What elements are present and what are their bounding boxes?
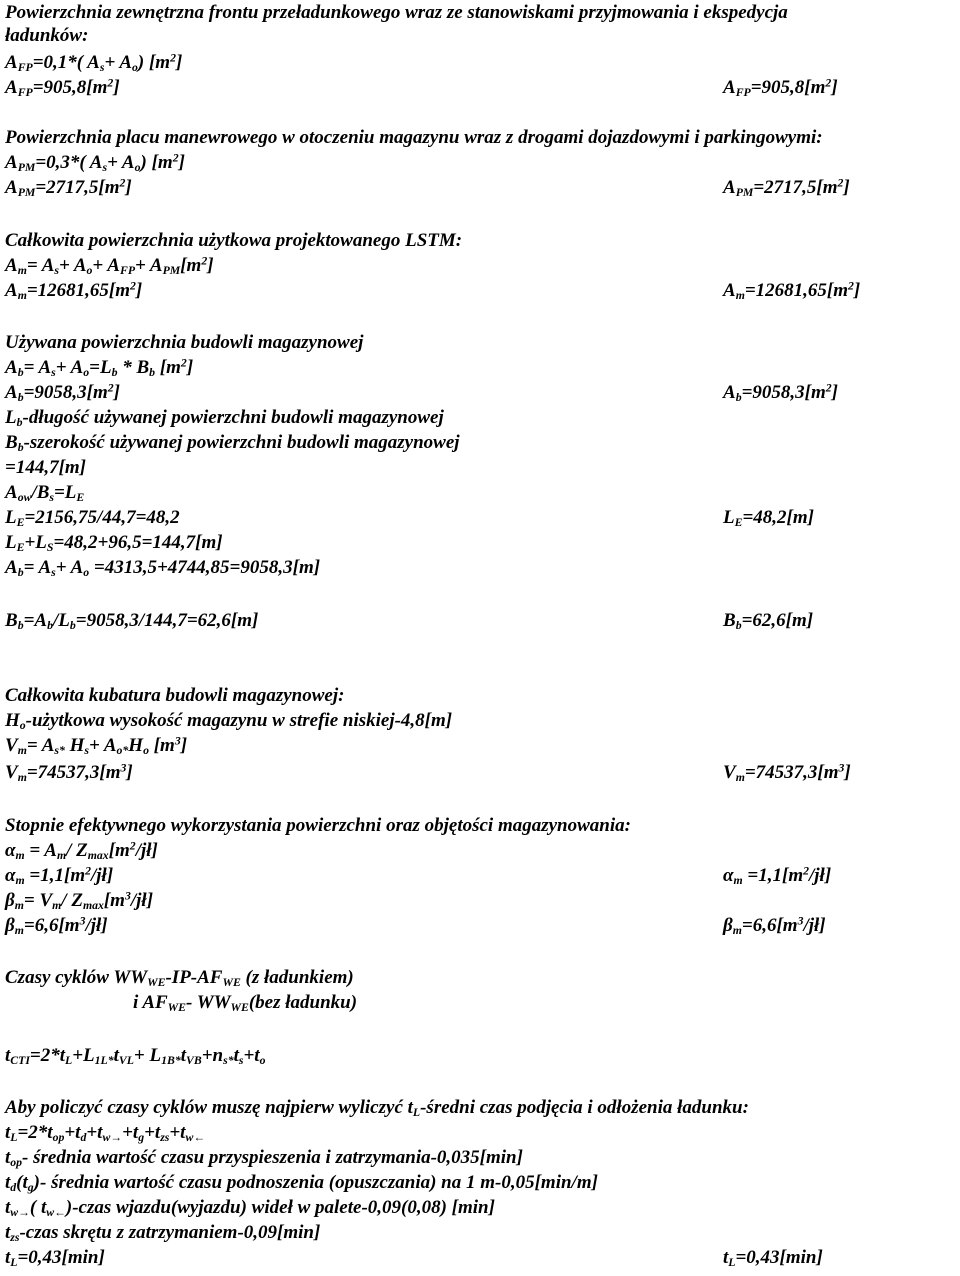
definition-ho: $H_o$-użytkowa wysokość magazynu w strefie niskiej-4,8[m] <box>5 710 453 732</box>
result-am: $A_m=12681,65[m^2]$ <box>5 279 143 302</box>
formula-afp: $A_{FP}=0,1*$( $A_s+ A_o$) $[m^2]$ <box>5 51 183 74</box>
result-am-right: $A_m=12681,65[m^2]$ <box>723 279 861 302</box>
result-apm-right: $A_{PM}=2717,5[m^2]$ <box>723 176 850 199</box>
intro-tl: Aby policzyć czasy cyklów muszę najpierw wyliczyć $t_L$-średni czas podjęcia i odłożenia ładunku: <box>5 1097 749 1119</box>
result-vm-right: $V_m=74537,3[m^3]$ <box>723 761 851 784</box>
section-heading-stopnie: Stopnie efektywnego wykorzystania powierzchni oraz objętości magazynowania: <box>5 815 631 836</box>
formula-ab: $A_b= A_s+ A_o=L_b * B_b$ $[m^2]$ <box>5 356 194 379</box>
result-alpha: $\alpha_m$ $=1,1[m^2/jł]$ <box>5 864 114 887</box>
result-ab: $A_b=9058,3[m^2]$ <box>5 381 120 404</box>
section-heading-kubatura: Całkowita kubatura budowli magazynowej: <box>5 685 345 706</box>
calc-ab: $A_b= A_s+ A_o =4313,5+4744,85=9058,3[m]$ <box>5 557 321 579</box>
formula-am: $A_m= A_s+ A_o+ A_{FP}+ A_{PM}[m^2]$ <box>5 254 214 277</box>
definition-top: $t_{op}-$ średnia wartość czasu przyspieszenia i zatrzymania-0,035[min] <box>5 1147 523 1169</box>
calc-le-ls: $L_E+L_S=48,2+96,5=144,7[m]$ <box>5 532 223 554</box>
formula-tcti: $t_{CTI}=2*t_L+L_{1L*}t_{VL}+ L_{1B*}t_{VB}+n_{s*}t_s+t_o$ <box>5 1045 266 1067</box>
result-afp: $A_{FP}=905,8[m^2]$ <box>5 76 120 99</box>
calc-bb: $B_b=A_b/L_b=9058,3/144,7=62,6[m]$ <box>5 610 259 632</box>
result-bb-right: $B_b=62,6[m]$ <box>723 610 814 632</box>
result-tl-right: $t_L=0,43[\min]$ <box>723 1247 823 1269</box>
section-heading-front-cont: ładunków: <box>5 25 89 46</box>
result-apm: $A_{PM}=2717,5[m^2]$ <box>5 176 132 199</box>
section-heading-plac: Powierzchnia placu manewrowego w otoczeniu magazynu wraz z drogami dojazdowymi i parkingowymi: <box>5 127 823 148</box>
formula-tl: $t_L=2*t_{op}+t_d+t_{w\to}+t_g+t_{zs}+t_{w\leftarrow}$ <box>5 1122 206 1144</box>
formula-beta: $\beta_m= V_m/$ $Z_{max}[m^3/jł]$ <box>5 889 154 912</box>
result-ab-right: $A_b=9058,3[m^2]$ <box>723 381 838 404</box>
formula-vm: $V_m= A_{s*}$ $H_s+ A_{o*}H_o$ $[m^3]$ <box>5 734 188 757</box>
result-tl: $t_L=0,43[\min]$ <box>5 1247 105 1269</box>
calc-le: $L_E=2156,75/44,7=48,2$ <box>5 507 180 529</box>
formula-alpha: $\alpha_m = A_m/$ $Z_{max}[m^2/jł]$ <box>5 839 158 862</box>
result-beta: $\beta_m=6,6[m^3/jł]$ <box>5 914 108 937</box>
result-alpha-right: $\alpha_m$ $=1,1[m^2/jł]$ <box>723 864 832 887</box>
formula-apm: $A_{PM}=0,3*$( $A_s+ A_o$) $[m^2]$ <box>5 151 185 174</box>
definition-td: $t_d(t_g)-$ średnia wartość czasu podnoszenia (opuszczania) na 1 m-0,05[min/m] <box>5 1172 598 1194</box>
definition-lb: $L_b$-długość używanej powierzchni budowli magazynowej <box>5 407 444 429</box>
value-144: =144,7[m] <box>5 457 87 478</box>
definition-tw: $t_{w\to}$( $t_{w\leftarrow}$)-czas wjazdu(wyjazdu) wideł w palete-0,09(0,08) [min] <box>5 1197 495 1219</box>
definition-bb: $B_b$-szerokość używanej powierzchni budowli magazynowej <box>5 432 460 454</box>
definition-tzs: $t_{zs}$-czas skrętu z zatrzymaniem-0,09[min] <box>5 1222 321 1244</box>
section-heading-cykle: Czasy cyklów $WW_{WE}-IP-AF_{WE}$ (z ładunkiem) <box>5 967 354 989</box>
result-le-right: $L_E=48,2[m]$ <box>723 507 814 529</box>
result-beta-right: $\beta_m=6,6[m^3/jł]$ <box>723 914 826 937</box>
ratio-le: $A_{ow}/B_s=L_E$ <box>5 482 85 504</box>
result-vm: $V_m=74537,3[m^3]$ <box>5 761 133 784</box>
section-heading-cykle-cont: i $AF_{WE}-$ $WW_{WE}(bez$ ładunku) <box>133 992 358 1014</box>
result-afp-right: $A_{FP}=905,8[m^2]$ <box>723 76 838 99</box>
section-heading-budowli: Używana powierzchnia budowli magazynowej <box>5 332 364 353</box>
section-heading-front: Powierzchnia zewnętrzna frontu przeładunkowego wraz ze stanowiskami przyjmowania i ekspedycja <box>5 2 788 23</box>
section-heading-lstm: Całkowita powierzchnia użytkowa projektowanego LSTM: <box>5 230 463 251</box>
